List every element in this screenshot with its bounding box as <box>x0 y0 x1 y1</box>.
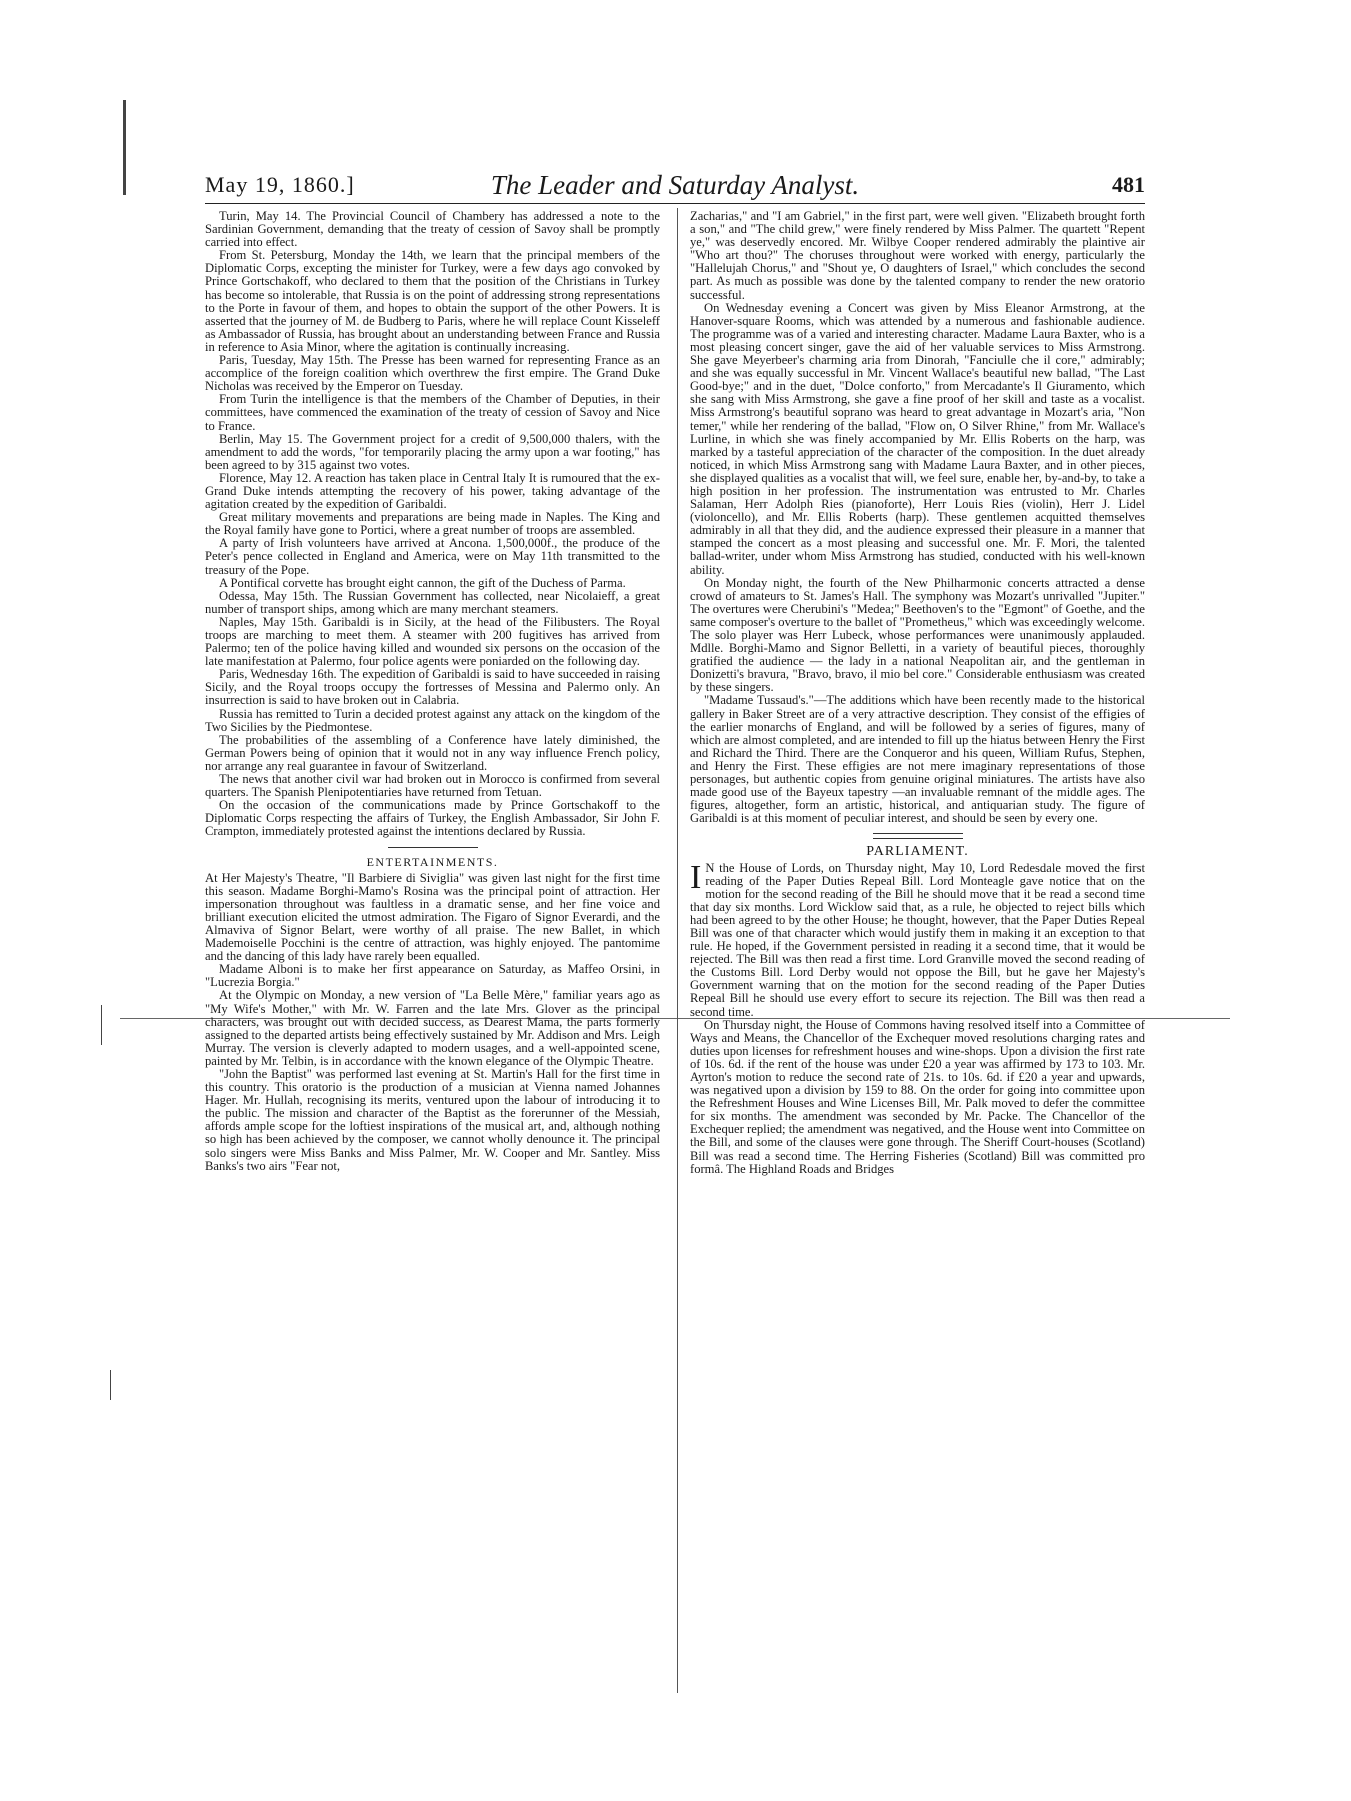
concert-paragraph: On Wednesday evening a Concert was given by Miss Eleanor Armstrong, at the Hanover-square Rooms, which was attended by a numerous and fashionable audience. The programme was of a varied and interesting character. Madame Laura Baxter, who is a most pleasing concert singer, gave the aid of her valuable services to Miss Armstrong. She gave Meyerbeer's charming aria from Dinorah, "Fanciulle che il core," admirably; and she was equally successful in Mr. Vincent Wallace's beautiful new ballad, "The Last Good-bye;" and in the duet, "Dolce conforto," from Mercadante's Il Giuramento, which she sang with Miss Armstrong, she gave a fine proof of her skill and taste as a vocalist. Miss Armstrong's beautiful soprano was heard to great advantage in Mozart's aria, "Non temer," while her rendering of the ballad, "Flow on, O Silver Rhine," from Mr. Wallace's Lurline, in which she was finely accompanied by Mr. Ellis Roberts on the harp, was marked by a tasteful appreciation of the character of the composition. In the duet already noticed, in which Miss Armstrong sang with Madame Laura Baxter, and in other pieces, she displayed qualities as a vocalist that will, we feel sure, enable her, by-and-by, to take a high position in her profession. The instrumentation was entrusted to Mr. Charles Salaman, Herr Adolph Ries (pianoforte), Herr Louis Ries (violin), Herr J. Lidel (violoncello), and Mr. Ellis Roberts (harp). These gentlemen acquitted themselves admirably in all that they did, and the audience expressed their pleasure in a manner that stamped the concert as a most pleasing and successful one. Mr. F. Mori, the talented ballad-writer, under whom Miss Armstrong has studied, conducted with his well-known ability. <box>690 300 1145 577</box>
header-rule <box>205 203 1145 204</box>
news-paragraph: Florence, May 12. A reaction has taken place in Central Italy It is rumoured that the ex-Grand Duke intends attempting the recovery of his power, taking advantage of the agitation created by the expedition of Garibaldi. <box>205 470 660 512</box>
column-divider <box>677 208 678 1693</box>
entertainments-heading: ENTERTAINMENTS. <box>366 854 499 869</box>
tussauds-paragraph: "Madame Tussaud's."—The additions which have been recently made to the historical gallery in Baker Street are of a very attractive description. They consist of the effigies of the earlier monarchs of England, and will be followed by a series of figures, many of which are almost completed, and are intended to fill up the hiatus between Henry the First and Richard the Third. There are the Conqueror and his queen, William Rufus, Stephen, and Henry the First. These effigies are not mere imaginary representations of those personages, but authentic copies from genuine original miniatures. The artists have also made good use of the Bayeux tapestry —an invaluable remnant of the middle ages. The figures, altogether, form an artistic, historical, and antiquarian study. The figure of Garibaldi is at this moment of peculiar interest, and should be seen by every one. <box>690 693 1145 826</box>
news-paragraph: From St. Petersburg, Monday the 14th, we learn that the principal members of the Diplomatic Corps, excepting the minister for Turkey, were a few days ago convoked by Prince Gortschakoff, who declared to them that the position of the Christians in Turkey has become so intolerable, that Russia is on the point of addressing strong representations to the Porte in favour of them, and hopes to obtain the support of the other Powers. It is asserted that the journey of M. de Budberg to Paris, where he will replace Count Kisseleff as Ambassador of Russia, has brought about an understanding between France and Russia in reference to Asia Minor, where the agitation is continually increasing. <box>205 248 660 354</box>
section-double-rule <box>873 833 963 839</box>
news-paragraph: Turin, May 14. The Provincial Council of Chambery has addressed a note to the Sardinian Government, demanding that the treaty of cession of Savoy shall be promptly carried into effect. <box>205 209 660 250</box>
page-number: 481 <box>1112 172 1145 197</box>
news-paragraph: Russia has remitted to Turin a decided protest against any attack on the kingdom of the Two Sicilies by the Piedmontese. <box>205 706 660 734</box>
entertainments-paragraph: At the Olympic on Monday, a new version of "La Belle Mère," familiar years ago as "My Wife's Mother," with Mr. W. Farren and the late Mrs. Glover as the principal characters, was brought out with decided success, as Dearest Mama, the parts formerly assigned to the departed artists being effectively sustained by Mr. Addison and Mrs. Leigh Murray. The version is cleverly adapted to modern usages, and a well-appointed scene, painted by Mr. Telbin, is in accordance with the known elegance of the Olympic Theatre. <box>205 988 660 1068</box>
news-paragraph: Paris, Wednesday 16th. The expedition of Garibaldi is said to have succeeded in raising Sicily, and the Royal troops occupy the fortresses of Messina and Palermo only. An insurrection is said to have broken out in Calabria. <box>205 667 660 708</box>
philharmonic-paragraph: On Monday night, the fourth of the New Philharmonic concerts attracted a dense crowd of amateurs to St. James's Hall. The symphony was Mozart's unrivalled "Jupiter." The overtures were Cherubini's "Medea;" Beethoven's to the "Egmont" of Goethe, and the same composer's overture to the ballet of "Prometheus," which was exceedingly welcome. The solo player was Herr Lubeck, whose performances were unanimously applauded. Mdlle. Borghi-Mamo and Signor Belletti, in a variety of beautiful pieces, thoroughly gratified the audience — the lady in a national Neapolitan air, and the gentleman in Donizetti's bravura, "Bravo, bravo, il mio bel core." Considerable enthusiasm was created by these singers. <box>690 575 1145 695</box>
parliament-heading: PARLIAMENT. <box>866 844 969 860</box>
margin-mark-top <box>123 100 126 195</box>
publication-title: The Leader and Saturday Analyst. <box>490 170 860 200</box>
news-paragraph: The news that another civil war had broken out in Morocco is confirmed from several quarters. The Spanish Plenipotentiaries have returned from Tetuan. <box>205 772 660 800</box>
news-paragraph: From Turin the intelligence is that the members of the Chamber of Deputies, in their committees, have commenced the examination of the treaty of cession of Savoy and Nice to France. <box>205 392 660 433</box>
news-paragraph: Berlin, May 15. The Government project for a credit of 9,500,000 thalers, with the amendment to add the words, "for temporarily placing the army upon a war footing," has been agreed to by 315 against two votes. <box>205 431 660 472</box>
left-column <box>205 210 660 1690</box>
margin-mark-bottom <box>110 1370 111 1400</box>
news-paragraph: Naples, May 15th. Garibaldi is in Sicily, at the head of the Filibusters. The Royal troops are marching to meet them. A steamer with 200 fugitives has arrived from Palermo; ten of the police having killed and wounded six persons on the occasion of the late manifestation at Palermo, four police agents were poniarded on the following day. <box>205 614 660 669</box>
news-paragraph: The probabilities of the assembling of a Conference have lately diminished, the German Powers being of opinion that it would not in any way influence French policy, nor arrange any real guarantee in favour of Switzerland. <box>205 732 660 773</box>
right-column <box>690 210 1145 1690</box>
news-paragraph: Great military movements and preparations are being made in Naples. The King and the Royal family have gone to Portici, where a great number of troops are assembled. <box>205 510 660 538</box>
entertainments-paragraph: At Her Majesty's Theatre, "Il Barbiere di Siviglia" was given last night for the first time this season. Madame Borghi-Mamo's Rosina was the principal point of attraction. Her impersonation throughout was faultless in a dramatic sense, and her fine voice and brilliant execution elicited the utmost admiration. The Figaro of Signor Everardi, and the Almaviva of Signor Belart, were worthy of all praise. The new Ballet, in which Mademoiselle Pocchini is the centre of attraction, was highly enjoyed. The pantomime and the dancing of this lady have rarely been equalled. <box>205 870 660 964</box>
margin-mark-middle <box>101 1005 102 1045</box>
entertainments-paragraph: Madame Alboni is to make her first appearance on Saturday, as Maffeo Orsini, in "Lucrezia Borgia." <box>205 962 660 990</box>
drop-cap: I <box>690 858 702 896</box>
news-paragraph: A Pontifical corvette has brought eight cannon, the gift of the Duchess of Parma. <box>219 575 626 590</box>
parliament-text: N the House of Lords, on Thursday night, May 10, Lord Redesdale moved the first reading of the Paper Duties Repeal Bill. Lord Monteagle gave notice that on the motion for the second reading of the Bill he should move that it be read a second time that day six months. Lord Wicklow said that, as a rule, he objected to reject bills which had been agreed to by the other House; he thought, however, that the Paper Duties Repeal Bill was one of that character which would justify them in making it an exception to that rule. He hoped, if the Government persisted in reading it a second time, that it would be rejected. The Bill was then read a first time. Lord Granville moved the second reading of the Customs Bill. Lord Derby would not oppose the Bill, but he gave her Majesty's Government warning that on the motion for the second reading of the Paper Duties Repeal Bill he should use every effort to secure its rejection. The Bill was then read a second time. <box>690 860 1145 1019</box>
entertainments-continued: Zacharias," and "I am Gabriel," in the first part, were well given. "Elizabeth brought forth a son," and "The child grew," were finely rendered by Miss Palmer. The quartett "Repent ye," was deservedly encored. Mr. Wilbye Cooper rendered admirably the plaintive air "Who art thou?" The choruses throughout were worked with energy, particularly the "Hallelujah Chorus," and "Shout ye, O daughters of Israel," which concludes the second part. As much as possible was done by the talented company to render the new oratorio successful. <box>690 209 1145 302</box>
parliament-paragraph: On Thursday night, the House of Commons having resolved itself into a Committee of Ways and Means, the Chancellor of the Exchequer moved resolutions charging rates and duties upon licenses for refreshment houses and wine-shops. Upon a division the first rate of 10s. 6d. if the rent of the house was under £20 a year was affirmed by 173 to 103. Mr. Ayrton's motion to reduce the second rate of 21s. to 10s. 6d. if £20 a year and upwards, was negatived upon a division by 159 to 88. On the order for going into committee upon the Refreshment Houses and Wine Licenses Bill, Mr. Palk moved to defer the committee for six months. The amendment was seconded by Mr. Packe. The Chancellor of the Exchequer replied; the amendment was negatived, and the House went into Committee on the Bill, and some of the clauses were gone through. The Sheriff Court-houses (Scotland) Bill was read a second time. The Herring Fisheries (Scotland) Bill was committed pro formâ. The Highland Roads and Bridges <box>690 1017 1145 1176</box>
page-header <box>205 170 1145 206</box>
parliament-paragraph <box>690 858 1145 1019</box>
news-paragraph: On the occasion of the communications made by Prince Gortschakoff to the Diplomatic Corps respecting the affairs of Turkey, the English Ambassador, Sir John F. Crampton, immediately protested against the intentions declared by Russia. <box>205 798 660 839</box>
news-paragraph: Odessa, May 15th. The Russian Government has collected, near Nicolaieff, a great number of transport ships, among which are many merchant steamers. <box>205 588 660 616</box>
issue-date: May 19, 1860.] <box>205 172 355 197</box>
entertainments-paragraph: "John the Baptist" was performed last evening at St. Martin's Hall for the first time in this country. This oratorio is the production of a musician at Vienna named Johannes Hager. Mr. Hullah, recognising its merits, ventured upon the labour of introducing it to the public. The mission and character of the Baptist as the forerunner of the Messiah, affords ample scope for the loftiest inspirations of the musical art, and, although nothing so high has been achieved by the composer, we cannot wholly denounce it. The principal solo singers were Miss Banks and Miss Palmer, Mr. W. Cooper and Mr. Santley. Miss Banks's two airs "Fear not, <box>205 1067 660 1173</box>
news-paragraph: Paris, Tuesday, May 15th. The Presse has been warned for representing France as an accomplice of the foreign coalition which overthrew the first empire. The Grand Duke Nicholas was received by the Emperor on Tuesday. <box>205 353 660 394</box>
section-rule <box>388 847 478 848</box>
news-paragraph: A party of Irish volunteers have arrived at Ancona. 1,500,000f., the produce of the Peter's pence collected in England and America, were on May 11th transmitted to the treasury of the Pope. <box>205 536 660 577</box>
